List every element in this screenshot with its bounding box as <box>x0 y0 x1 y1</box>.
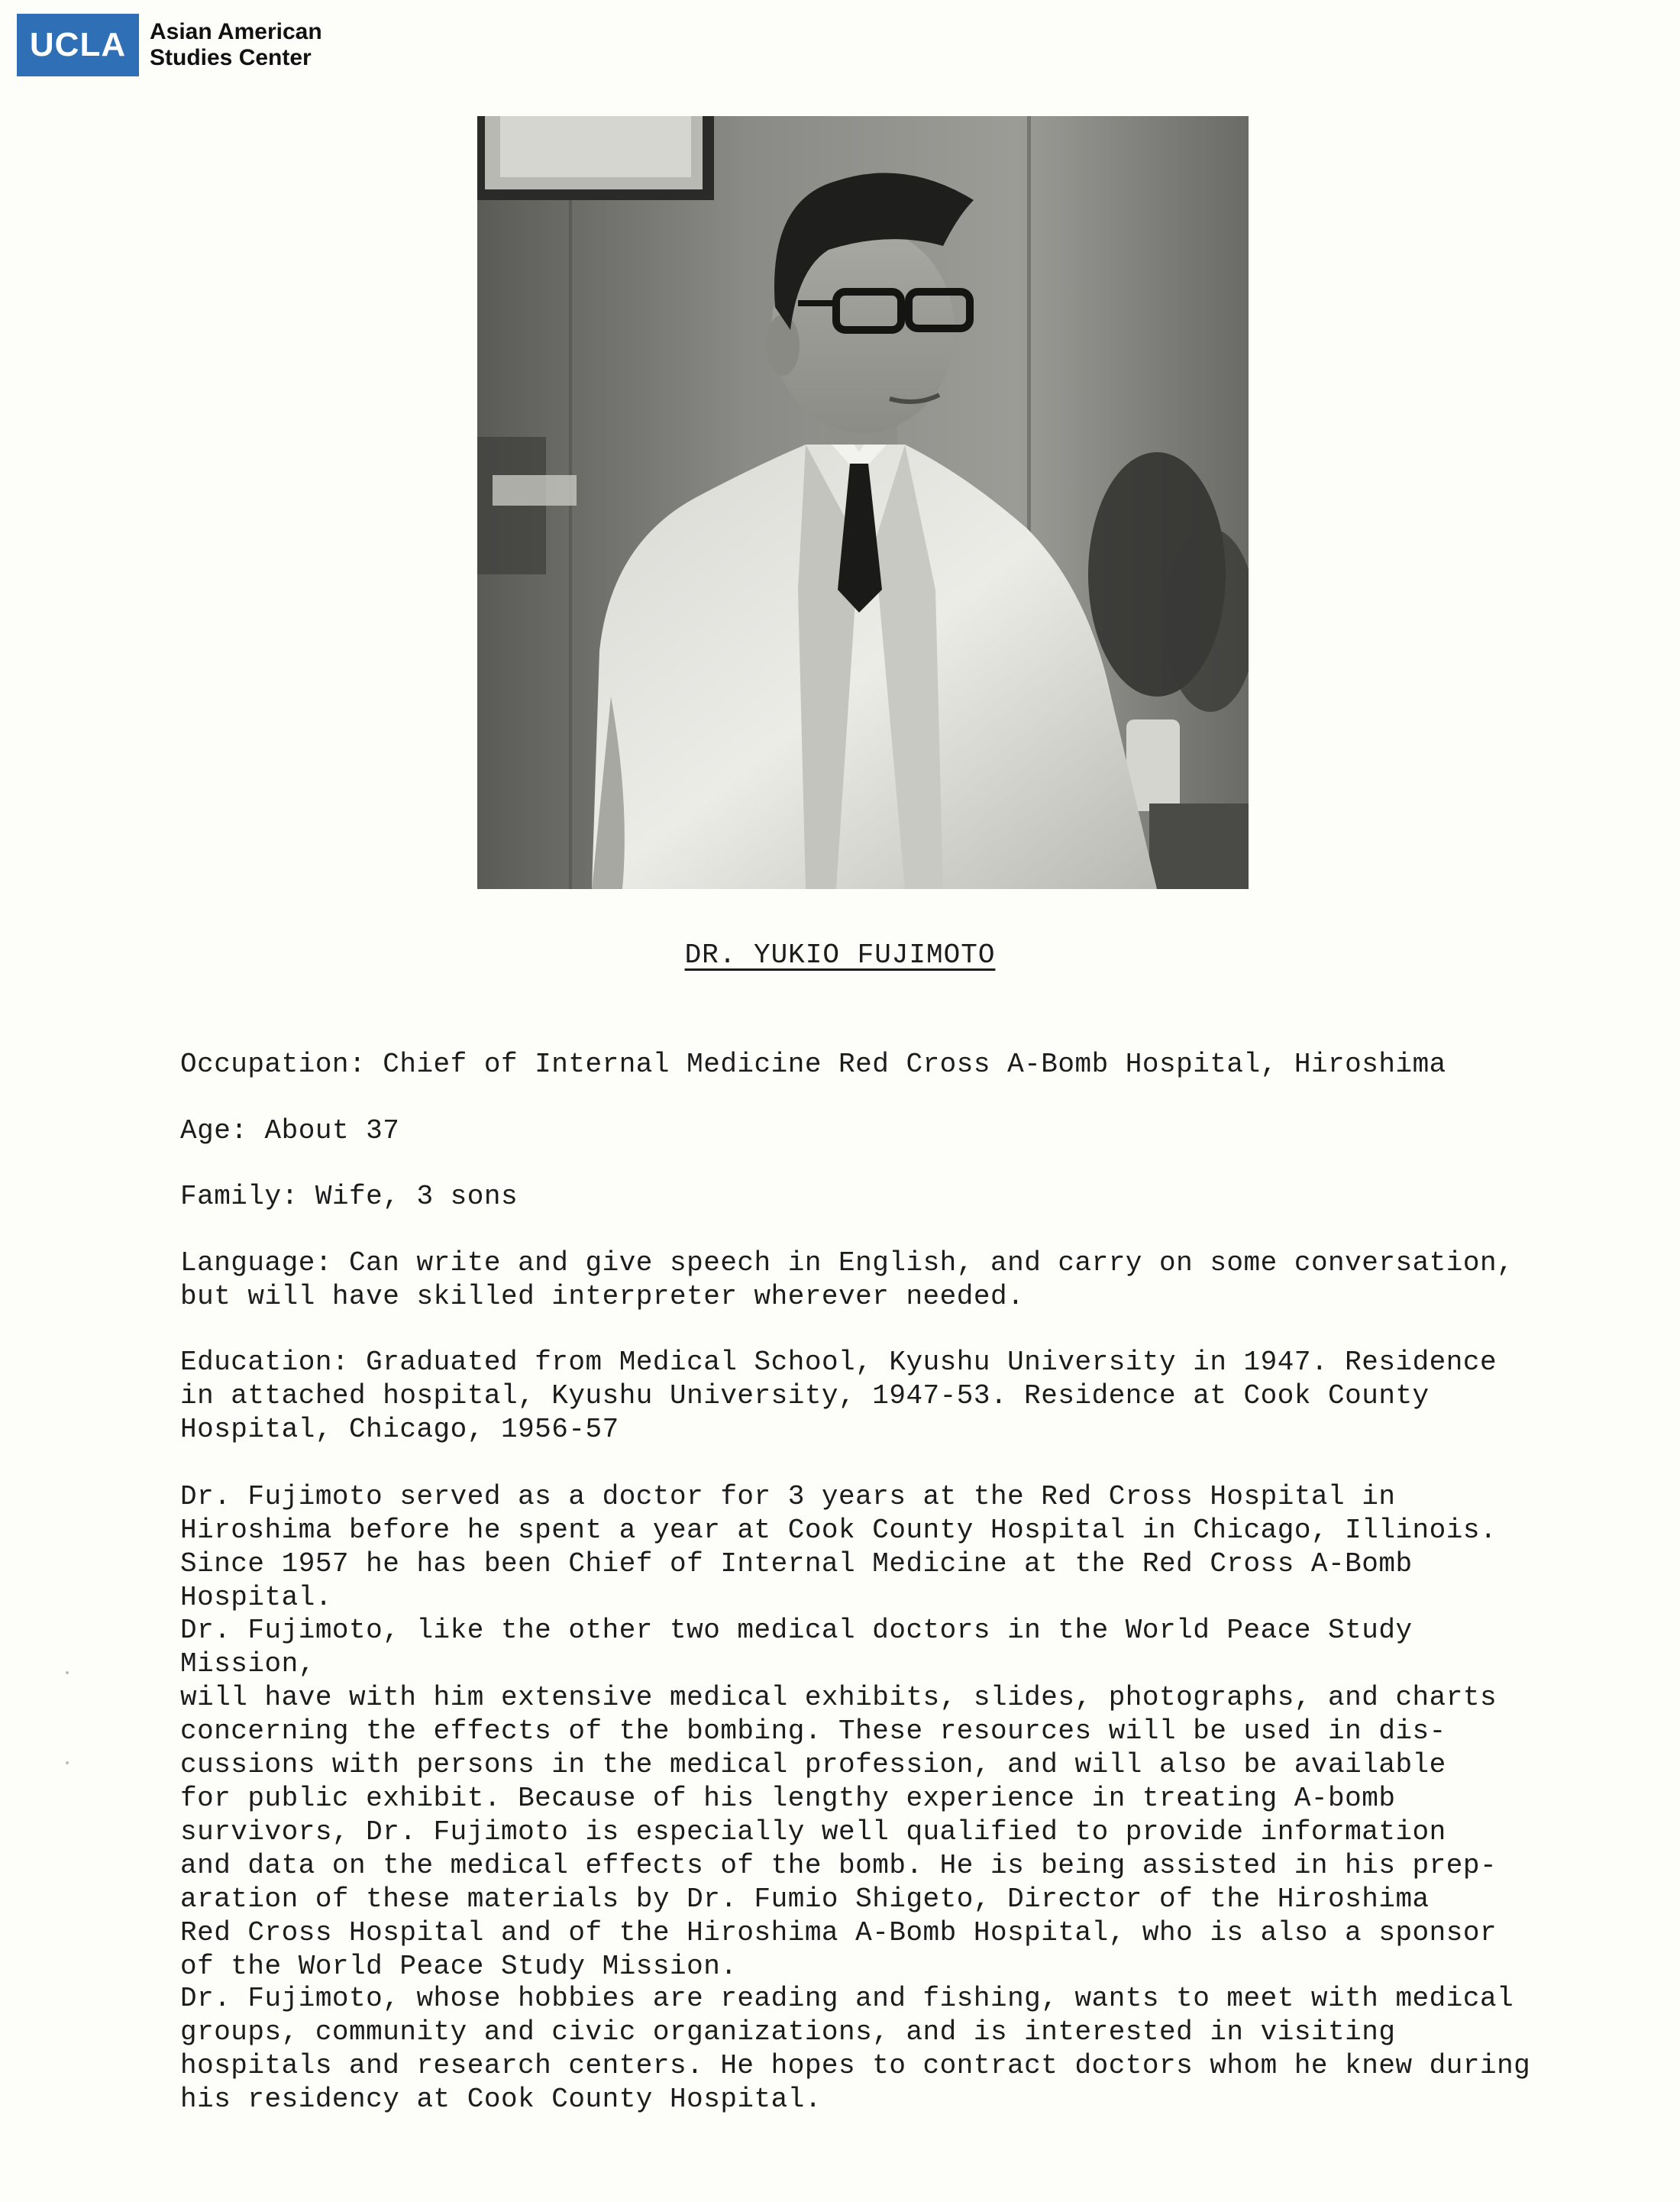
portrait-photo <box>477 116 1249 889</box>
paragraph-line: Dr. Fujimoto, like the other two medical doctors in the World Peace Study Mission, <box>180 1615 1413 1680</box>
paragraph-line: will have with him extensive medical exhibits, slides, photographs, and charts <box>180 1682 1497 1713</box>
bio-paragraph-1 <box>180 1480 1555 1615</box>
logo-text <box>150 19 322 71</box>
paragraph-line: Hiroshima before he spent a year at Cook County Hospital in Chicago, Illinois. <box>180 1515 1497 1546</box>
paper-mark <box>66 1761 69 1764</box>
language-label: Language: <box>180 1247 332 1279</box>
bio-paragraph-3 <box>180 1982 1555 2116</box>
paragraph-line: Red Cross Hospital and of the Hiroshima A-Bomb Hospital, who is also a sponsor <box>180 1917 1497 1948</box>
occupation-field <box>180 1048 1555 1082</box>
person-name-caption <box>0 939 1680 971</box>
family-field <box>180 1180 1555 1214</box>
paragraph-line: Dr. Fujimoto, whose hobbies are reading and fishing, wants to meet with medical <box>180 1983 1514 2014</box>
family-label: Family: <box>180 1181 299 1212</box>
paragraph-line: Dr. Fujimoto served as a doctor for 3 years at the Red Cross Hospital in <box>180 1481 1396 1512</box>
language-field <box>180 1247 1555 1314</box>
paragraph-line: groups, community and civic organizations, and is interested in visiting <box>180 2016 1396 2048</box>
paragraph-line: for public exhibit. Because of his lengthy experience in treating A-bomb <box>180 1783 1396 1814</box>
age-field <box>180 1114 1555 1148</box>
education-line-2: in attached hospital, Kyushu University, 1947-53. Residence at Cook County <box>180 1380 1430 1411</box>
paragraph-line: concerning the effects of the bombing. These resources will be used in dis- <box>180 1715 1446 1747</box>
paragraph-line: of the World Peace Study Mission. <box>180 1951 738 1982</box>
paragraph-line: survivors, Dr. Fujimoto is especially well qualified to provide information <box>180 1816 1446 1848</box>
bio-paragraph-2 <box>180 1614 1555 1984</box>
age-label: Age: <box>180 1115 248 1146</box>
paragraph-line: his residency at Cook County Hospital. <box>180 2084 822 2115</box>
education-label: Education: <box>180 1347 350 1378</box>
logo-line-1: Asian American <box>150 19 322 44</box>
language-line-1: Can write and give speech in English, and carry on some conversation, <box>349 1247 1514 1279</box>
education-line-3: Hospital, Chicago, 1956-57 <box>180 1414 619 1445</box>
ucla-logo <box>17 14 322 76</box>
occupation-label: Occupation: <box>180 1049 367 1080</box>
age-value: About 37 <box>264 1115 400 1146</box>
ucla-logo-mark: UCLA <box>17 14 139 76</box>
logo-line-2: Studies Center <box>150 45 312 70</box>
paragraph-line: Since 1957 he has been Chief of Internal Medicine at the Red Cross A-Bomb Hospital. <box>180 1548 1413 1613</box>
paper-mark <box>66 1671 69 1674</box>
language-line-2: but will have skilled interpreter wherever needed. <box>180 1281 1025 1312</box>
paragraph-line: hospitals and research centers. He hopes to contract doctors whom he knew during <box>180 2050 1531 2081</box>
paragraph-line: cussions with persons in the medical profession, and will also be available <box>180 1749 1446 1780</box>
occupation-value: Chief of Internal Medicine Red Cross A-Bomb Hospital, Hiroshima <box>383 1049 1446 1080</box>
education-field <box>180 1346 1555 1447</box>
family-value: Wife, 3 sons <box>315 1181 519 1212</box>
paragraph-line: aration of these materials by Dr. Fumio Shigeto, Director of the Hiroshima <box>180 1884 1430 1915</box>
caption-text: DR. YUKIO FUJIMOTO <box>684 939 996 971</box>
paragraph-line: and data on the medical effects of the bomb. He is being assisted in his prep- <box>180 1850 1497 1881</box>
education-line-1: Graduated from Medical School, Kyushu University in 1947. Residence <box>366 1347 1497 1378</box>
